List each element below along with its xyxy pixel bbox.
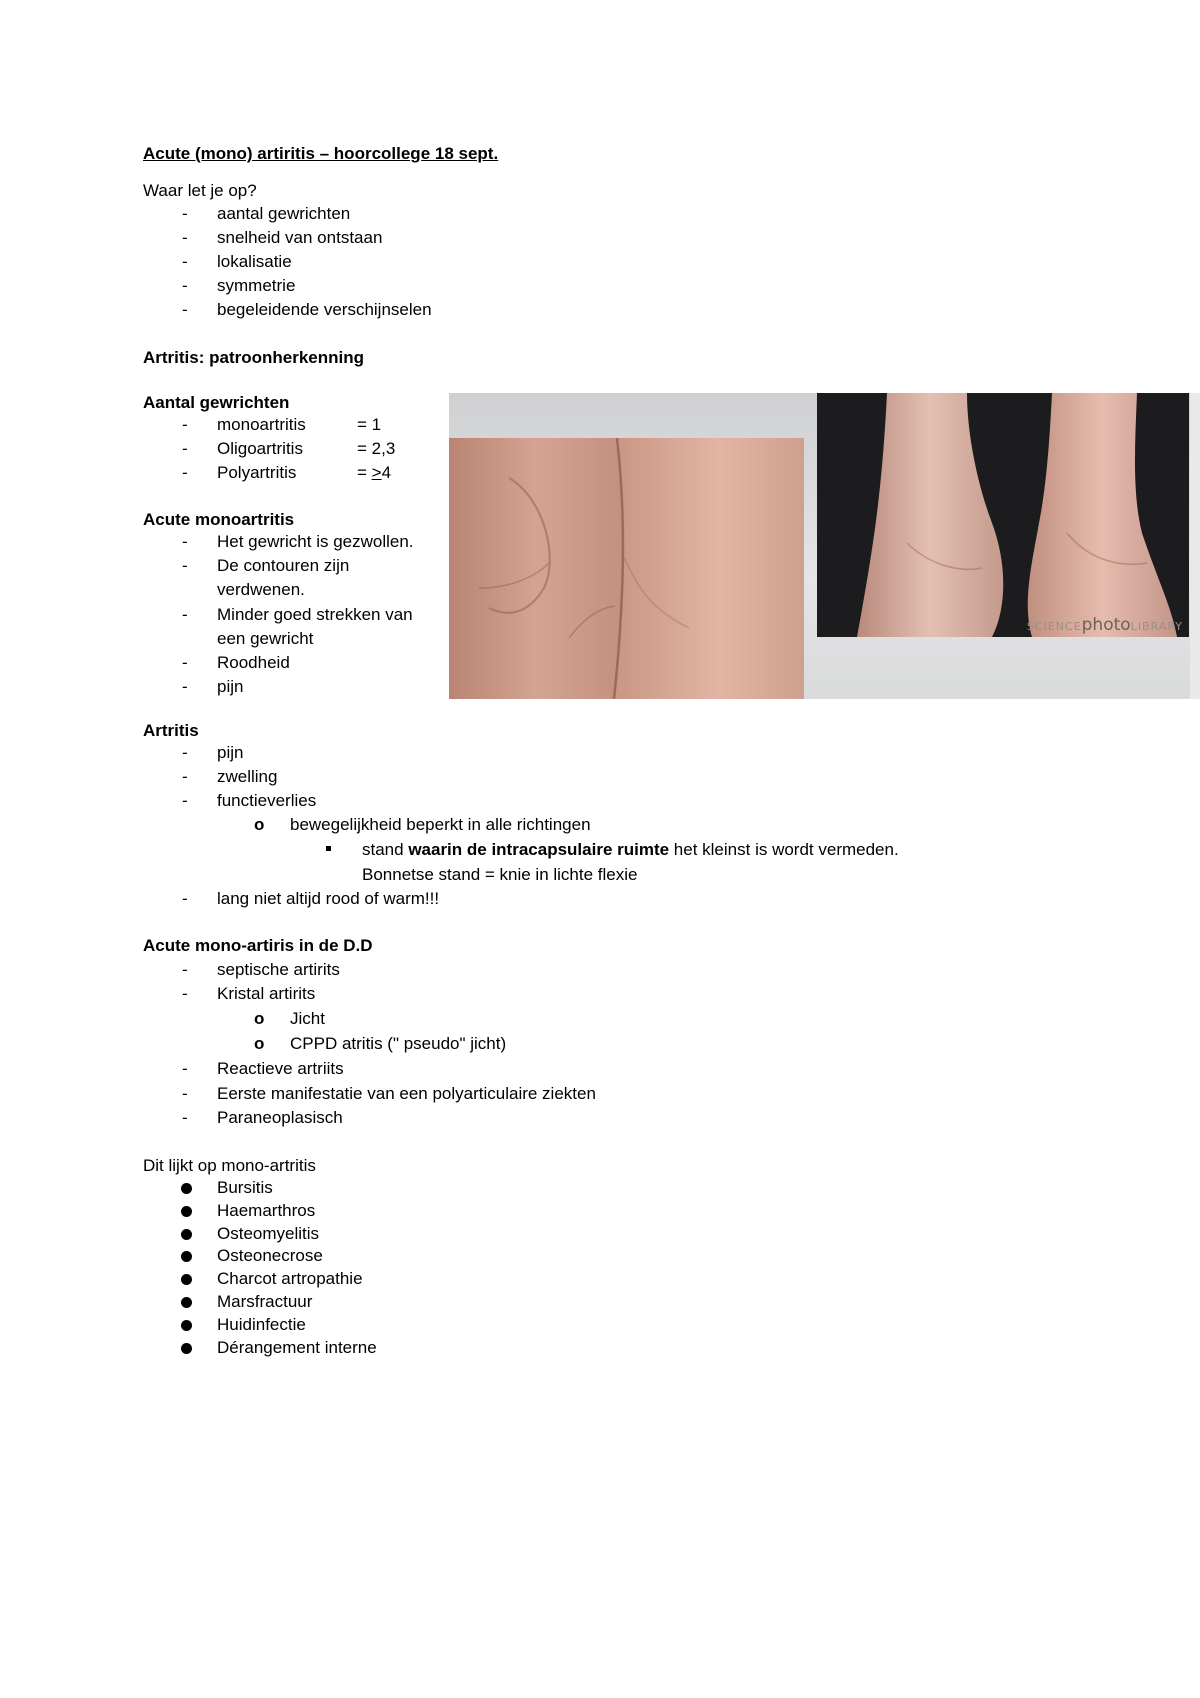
section-heading-acute-monoartritis: Acute monoartritis	[143, 510, 295, 529]
row-label: monoartritis	[217, 415, 306, 434]
dash-bullet: -	[182, 960, 188, 979]
list-item: Charcot artropathie	[217, 1269, 363, 1288]
list-item: Marsfractuur	[217, 1292, 313, 1311]
section-heading-acute-mono-artiris-dd: Acute mono-artiris in de D.D	[143, 936, 373, 955]
image-watermark: SCIENCEphotoLIBRARY	[1026, 615, 1183, 635]
dash-bullet: -	[182, 276, 188, 295]
subsub-list-item: stand waarin de intracapsulaire ruimte het kleinst is wordt vermeden.	[362, 840, 899, 859]
dash-bullet: -	[182, 556, 188, 575]
value-suffix: 4	[381, 463, 392, 482]
dash-bullet: -	[182, 228, 188, 247]
dash-bullet: -	[182, 252, 188, 271]
list-item: Haemarthros	[217, 1201, 316, 1220]
round-bullet	[181, 1206, 192, 1217]
list-item: functieverlies	[217, 791, 317, 810]
list-item: Paraneoplasisch	[217, 1108, 343, 1127]
round-bullet	[181, 1297, 192, 1308]
sub-bullet: o	[254, 815, 265, 834]
list-item: Kristal artirits	[217, 984, 316, 1003]
list-item: snelheid van ontstaan	[217, 228, 383, 247]
round-bullet	[181, 1229, 192, 1240]
row-value	[357, 462, 391, 484]
square-bullet	[326, 846, 331, 851]
knee-illustration	[449, 438, 804, 699]
round-bullet	[181, 1183, 192, 1194]
ankle-illustration	[817, 393, 1189, 637]
round-bullet	[181, 1343, 192, 1354]
list-item: pijn	[217, 677, 244, 696]
list-item: Osteonecrose	[217, 1246, 323, 1265]
figure-right-edge	[1190, 393, 1200, 699]
section-heading-lijkt-op-mono-artritis: Dit lijkt op mono-artritis	[143, 1156, 316, 1175]
list-item-continued: verdwenen.	[217, 580, 305, 599]
list-item: lang niet altijd rood of warm!!!	[217, 889, 440, 908]
sub-list-item: Jicht	[290, 1009, 325, 1028]
list-item: zwelling	[217, 767, 278, 786]
row-label: Oligoartritis	[217, 439, 303, 458]
value-prefix: =	[357, 463, 372, 482]
round-bullet	[181, 1251, 192, 1262]
sub-bullet: o	[254, 1034, 265, 1053]
page-title: Acute (mono) artiritis – hoorcollege 18 sept.	[143, 144, 499, 163]
dash-bullet: -	[182, 415, 188, 434]
list-item: pijn	[217, 743, 244, 762]
dash-bullet: -	[182, 1084, 188, 1103]
round-bullet	[181, 1320, 192, 1331]
section-heading-patroonherkenning: Artritis: patroonherkenning	[143, 348, 365, 367]
list-item: lokalisatie	[217, 252, 292, 271]
dash-bullet: -	[182, 767, 188, 786]
value-underlined-symbol: >	[371, 463, 382, 482]
list-item: Reactieve artriits	[217, 1059, 344, 1078]
figure-knee-and-ankle-photos	[449, 393, 1200, 699]
dash-bullet: -	[182, 463, 188, 482]
row-value: = 2,3	[357, 439, 396, 458]
sub-list-item: bewegelijkheid beperkt in alle richtingen	[290, 815, 591, 834]
round-bullet	[181, 1274, 192, 1285]
dash-bullet: -	[182, 743, 188, 762]
list-item: Huidinfectie	[217, 1315, 306, 1334]
row-label: Polyartritis	[217, 463, 297, 482]
list-item: Osteomyelitis	[217, 1224, 320, 1243]
dash-bullet: -	[182, 1108, 188, 1127]
section-heading-artritis: Artritis	[143, 721, 199, 740]
section-heading-aantal-gewrichten: Aantal gewrichten	[143, 393, 290, 412]
subsub-list-item-continued: Bonnetse stand = knie in lichte flexie	[362, 865, 638, 884]
dash-bullet: -	[182, 791, 188, 810]
dash-bullet: -	[182, 532, 188, 551]
dash-bullet: -	[182, 605, 188, 624]
dash-bullet: -	[182, 984, 188, 1003]
dash-bullet: -	[182, 889, 188, 908]
list-item: begeleidende verschijnselen	[217, 300, 432, 319]
list-item: Minder goed strekken van	[217, 605, 413, 624]
section-heading-waar-let-je-op: Waar let je op?	[143, 181, 257, 200]
sub-list-item: CPPD atritis (" pseudo" jicht)	[290, 1034, 507, 1053]
list-item: aantal gewrichten	[217, 204, 351, 223]
list-item: symmetrie	[217, 276, 296, 295]
list-item: De contouren zijn	[217, 556, 350, 575]
row-value: = 1	[357, 415, 382, 434]
list-item: Bursitis	[217, 1178, 273, 1197]
dash-bullet: -	[182, 204, 188, 223]
sub-bullet: o	[254, 1009, 265, 1028]
list-item-continued: een gewricht	[217, 629, 314, 648]
dash-bullet: -	[182, 300, 188, 319]
list-item: septische artirits	[217, 960, 340, 979]
list-item: Roodheid	[217, 653, 290, 672]
list-item: Eerste manifestatie van een polyarticulaire ziekten	[217, 1084, 596, 1103]
dash-bullet: -	[182, 1059, 188, 1078]
dash-bullet: -	[182, 653, 188, 672]
list-item: Het gewricht is gezwollen.	[217, 532, 414, 551]
dash-bullet: -	[182, 439, 188, 458]
list-item: Dérangement interne	[217, 1338, 377, 1357]
dash-bullet: -	[182, 677, 188, 696]
swollen-ankle-photo	[817, 393, 1189, 637]
knee-swelling-photo	[449, 438, 804, 699]
